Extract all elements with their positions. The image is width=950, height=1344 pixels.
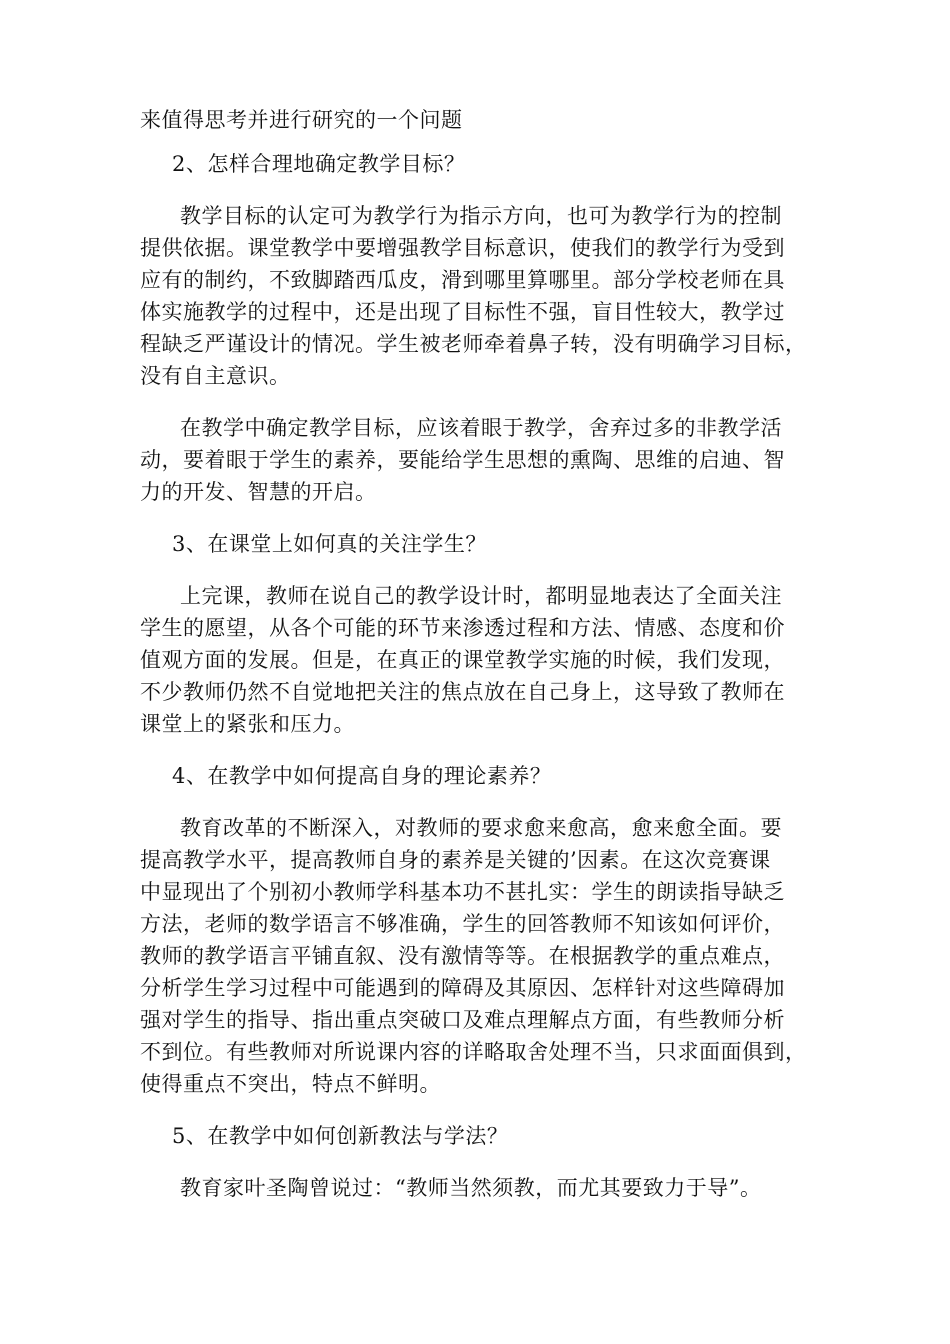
text-line: 程缺乏严谨设计的情况。学生被老师牵着鼻子转，没有明确学习目标， (140, 332, 807, 356)
section-heading-4: 4、在教学中如何提高自身的理论素养？ (172, 764, 552, 788)
text-line: 提高教学水平，提高教师自身的素养是关键的’因素。在这次竞赛课 (140, 848, 771, 872)
text-line: 教师的教学语言平铺直叙、没有激情等等。在根据教学的重点难点， (140, 944, 785, 968)
paragraph-teaching-goals (140, 200, 830, 392)
text-line: 学生的愿望，从各个可能的环节来渗透过程和方法、情感、态度和价 (140, 616, 785, 640)
paragraph-innovation (140, 1172, 830, 1204)
text-line: 应有的制约，不致脚踏西瓜皮，滑到哪里算哪里。部分学校老师在具 (140, 268, 785, 292)
text-line: 动，要着眼于学生的素养，要能给学生思想的熏陶、思维的启迪、智 (140, 448, 785, 472)
text-line: 方法，老师的数学语言不够准确，学生的回答教师不知该如何评价， (140, 912, 785, 936)
text-line: 教育家叶圣陶曾说过：“教师当然须教，而尤其要致力于导”。 (180, 1176, 762, 1200)
text-line: 值观方面的发展。但是，在真正的课堂教学实施的时候，我们发现， (140, 648, 785, 672)
text-line: 提供依据。课堂教学中要增强教学目标意识，使我们的教学行为受到 (140, 236, 785, 260)
text-line: 教育改革的不断深入，对教师的要求愈来愈高，愈来愈全面。要 (180, 816, 782, 840)
document-body (140, 104, 830, 1204)
section-heading-2: 2、怎样合理地确定教学目标？ (172, 152, 466, 176)
text-line: 强对学生的指导、指出重点突破口及难点理解点方面，有些教师分析 (140, 1008, 785, 1032)
text-line: 体实施教学的过程中，还是出现了目标性不强，盲目性较大，教学过 (140, 300, 785, 324)
text-line: 力的开发、智慧的开启。 (140, 480, 377, 504)
paragraph-student-focus (140, 580, 830, 740)
text-line: 来值得思考并进行研究的一个问题 (140, 108, 463, 132)
paragraph-goal-setting (140, 412, 830, 508)
text-line: 分析学生学习过程中可能遇到的障碍及其原因、怎样针对这些障碍加 (140, 976, 785, 1000)
text-line: 不到位。有些教师对所说课内容的详略取舍处理不当，只求面面俱到， (140, 1040, 807, 1064)
text-line: 不少教师仍然不自觉地把关注的焦点放在自己身上，这导致了教师在 (140, 680, 785, 704)
text-line: 在教学中确定教学目标，应该着眼于教学，舍弃过多的非教学活 (180, 416, 782, 440)
text-line: 教学目标的认定可为教学行为指示方向，也可为教学行为的控制 (180, 204, 782, 228)
text-line: 没有自主意识。 (140, 364, 291, 388)
text-line: 课堂上的紧张和压力。 (140, 712, 355, 736)
text-line: 中显现出了个别初小教师学科基本功不甚扎实：学生的朗读指导缺乏 (140, 880, 785, 904)
section-heading-5: 5、在教学中如何创新教法与学法？ (172, 1124, 509, 1148)
text-line: 使得重点不突出，特点不鲜明。 (140, 1072, 441, 1096)
paragraph-continuation (140, 104, 830, 136)
section-heading-3: 3、在课堂上如何真的关注学生？ (172, 532, 487, 556)
paragraph-theory-literacy (140, 812, 830, 1100)
text-line: 上完课，教师在说自己的教学设计时，都明显地表达了全面关注 (180, 584, 782, 608)
